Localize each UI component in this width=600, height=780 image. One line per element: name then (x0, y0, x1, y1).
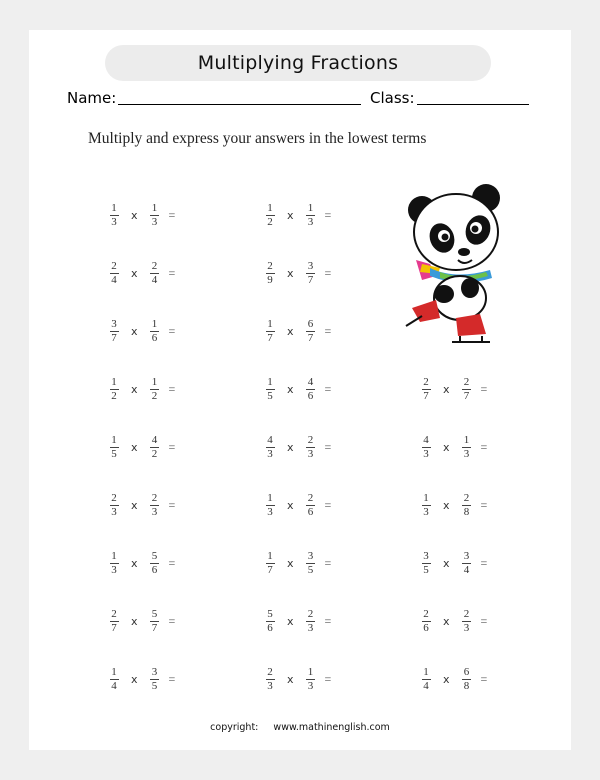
times-sign: x (131, 324, 138, 338)
times-sign: x (131, 614, 138, 628)
instructions: Multiply and express your answers in the lowest terms (88, 130, 427, 147)
times-sign: x (287, 614, 294, 628)
denominator: 7 (267, 331, 273, 344)
numerator: 2 (267, 665, 273, 678)
fraction-b (305, 377, 317, 402)
fraction-a (264, 377, 276, 402)
denominator: 3 (307, 447, 314, 460)
numerator: 2 (307, 433, 314, 446)
denominator: 5 (151, 679, 158, 692)
fraction-b (149, 609, 161, 634)
denominator: 3 (307, 621, 314, 634)
fraction-b (149, 551, 161, 576)
denominator: 6 (151, 331, 158, 344)
multiplication-problem (264, 376, 331, 402)
numerator: 3 (151, 665, 158, 678)
numerator: 1 (267, 317, 273, 330)
fraction-a (108, 377, 120, 402)
fraction-a (264, 551, 276, 576)
numerator: 1 (267, 491, 273, 504)
times-sign: x (287, 498, 294, 512)
denominator: 3 (111, 505, 117, 518)
multiplication-problem (264, 608, 331, 634)
denominator: 7 (267, 563, 273, 576)
numerator: 3 (111, 317, 117, 330)
denominator: 2 (267, 215, 273, 228)
times-sign: x (287, 556, 294, 570)
times-sign: x (131, 266, 138, 280)
fraction-b (461, 609, 473, 634)
numerator: 1 (111, 665, 117, 678)
multiplication-problem (108, 550, 175, 576)
numerator: 3 (307, 549, 314, 562)
fraction-a (108, 493, 120, 518)
denominator: 8 (463, 505, 470, 518)
denominator: 6 (151, 563, 158, 576)
numerator: 2 (151, 259, 158, 272)
equals-sign: = (480, 671, 488, 686)
denominator: 2 (151, 389, 158, 402)
fraction-a (420, 609, 432, 634)
equals-sign: = (324, 671, 332, 686)
numerator: 1 (267, 201, 273, 214)
numerator: 1 (111, 549, 117, 562)
fraction-a (264, 667, 276, 692)
numerator: 6 (307, 317, 314, 330)
denominator: 3 (307, 215, 314, 228)
times-sign: x (287, 208, 294, 222)
fraction-b (149, 667, 161, 692)
fraction-b (149, 377, 161, 402)
equals-sign: = (168, 207, 176, 222)
numerator: 5 (267, 607, 273, 620)
denominator: 3 (151, 505, 158, 518)
numerator: 2 (307, 491, 314, 504)
fraction-a (108, 551, 120, 576)
fraction-a (420, 435, 432, 460)
multiplication-problem (264, 202, 331, 228)
numerator: 1 (111, 375, 117, 388)
fraction-b (461, 377, 473, 402)
fraction-a (420, 667, 432, 692)
equals-sign: = (480, 439, 488, 454)
fraction-a (108, 609, 120, 634)
numerator: 5 (151, 607, 158, 620)
multiplication-problem (264, 260, 331, 286)
multiplication-problem (420, 666, 487, 692)
equals-sign: = (168, 497, 176, 512)
multiplication-problem (264, 666, 331, 692)
copyright-label: copyright: (210, 722, 259, 733)
fraction-b (305, 435, 317, 460)
times-sign: x (443, 440, 450, 454)
denominator: 3 (423, 447, 429, 460)
numerator: 1 (307, 665, 314, 678)
fraction-a (264, 609, 276, 634)
numerator: 2 (463, 491, 470, 504)
fraction-a (108, 261, 120, 286)
numerator: 1 (267, 549, 273, 562)
fraction-a (264, 261, 276, 286)
multiplication-problem (420, 550, 487, 576)
times-sign: x (287, 382, 294, 396)
denominator: 4 (463, 563, 470, 576)
site-link[interactable]: www.mathinenglish.com (273, 722, 390, 733)
times-sign: x (131, 672, 138, 686)
denominator: 2 (151, 447, 158, 460)
denominator: 6 (423, 621, 429, 634)
numerator: 1 (151, 201, 158, 214)
multiplication-problem (264, 434, 331, 460)
multiplication-problem (108, 376, 175, 402)
denominator: 3 (111, 563, 117, 576)
times-sign: x (443, 556, 450, 570)
equals-sign: = (324, 323, 332, 338)
times-sign: x (131, 382, 138, 396)
multiplication-problem (420, 434, 487, 460)
times-sign: x (131, 498, 138, 512)
fraction-b (305, 261, 317, 286)
times-sign: x (287, 266, 294, 280)
times-sign: x (287, 324, 294, 338)
equals-sign: = (480, 555, 488, 570)
fraction-a (420, 551, 432, 576)
fraction-b (461, 667, 473, 692)
denominator: 5 (307, 563, 314, 576)
denominator: 3 (307, 679, 314, 692)
fraction-b (149, 493, 161, 518)
denominator: 4 (111, 273, 117, 286)
numerator: 2 (463, 375, 470, 388)
denominator: 5 (111, 447, 117, 460)
multiplication-problem (108, 202, 175, 228)
multiplication-problem (108, 492, 175, 518)
denominator: 7 (151, 621, 158, 634)
times-sign: x (443, 672, 450, 686)
multiplication-problem (108, 260, 175, 286)
denominator: 7 (111, 331, 117, 344)
numerator: 2 (111, 491, 117, 504)
denominator: 3 (151, 215, 158, 228)
equals-sign: = (168, 671, 176, 686)
multiplication-problem (264, 550, 331, 576)
equals-sign: = (480, 497, 488, 512)
equals-sign: = (324, 439, 332, 454)
fraction-b (149, 261, 161, 286)
equals-sign: = (168, 613, 176, 628)
times-sign: x (287, 672, 294, 686)
denominator: 3 (423, 505, 429, 518)
numerator: 1 (111, 201, 117, 214)
fraction-b (149, 203, 161, 228)
numerator: 4 (151, 433, 158, 446)
equals-sign: = (324, 381, 332, 396)
equals-sign: = (168, 381, 176, 396)
denominator: 2 (111, 389, 117, 402)
denominator: 7 (307, 273, 314, 286)
denominator: 3 (463, 447, 470, 460)
panda-skater-image (400, 180, 510, 350)
fraction-b (305, 609, 317, 634)
fraction-a (420, 493, 432, 518)
numerator: 2 (111, 607, 117, 620)
multiplication-problem (264, 318, 331, 344)
numerator: 3 (463, 549, 470, 562)
numerator: 1 (307, 201, 314, 214)
numerator: 1 (423, 665, 429, 678)
fraction-b (461, 551, 473, 576)
multiplication-problem (420, 376, 487, 402)
numerator: 2 (307, 607, 314, 620)
fraction-b (461, 435, 473, 460)
equals-sign: = (168, 323, 176, 338)
equals-sign: = (480, 381, 488, 396)
denominator: 3 (267, 505, 273, 518)
equals-sign: = (480, 613, 488, 628)
denominator: 7 (307, 331, 314, 344)
name-label: Name: (67, 89, 117, 107)
fraction-b (305, 319, 317, 344)
multiplication-problem (420, 608, 487, 634)
numerator: 2 (463, 607, 470, 620)
numerator: 3 (423, 549, 429, 562)
numerator: 2 (423, 607, 429, 620)
fraction-b (305, 203, 317, 228)
fraction-a (264, 319, 276, 344)
multiplication-problem (108, 434, 175, 460)
numerator: 2 (151, 491, 158, 504)
denominator: 7 (463, 389, 470, 402)
times-sign: x (131, 208, 138, 222)
denominator: 3 (267, 447, 273, 460)
denominator: 6 (307, 389, 314, 402)
fraction-b (305, 493, 317, 518)
equals-sign: = (324, 555, 332, 570)
times-sign: x (443, 382, 450, 396)
numerator: 1 (111, 433, 117, 446)
equals-sign: = (324, 265, 332, 280)
times-sign: x (443, 498, 450, 512)
multiplication-problem (108, 608, 175, 634)
times-sign: x (131, 440, 138, 454)
numerator: 2 (423, 375, 429, 388)
numerator: 4 (307, 375, 314, 388)
times-sign: x (443, 614, 450, 628)
fraction-a (264, 435, 276, 460)
name-line[interactable] (118, 104, 361, 105)
numerator: 3 (307, 259, 314, 272)
denominator: 4 (111, 679, 117, 692)
equals-sign: = (324, 207, 332, 222)
fraction-b (149, 435, 161, 460)
numerator: 4 (423, 433, 429, 446)
numerator: 5 (151, 549, 158, 562)
denominator: 6 (267, 621, 273, 634)
denominator: 5 (423, 563, 429, 576)
denominator: 7 (111, 621, 117, 634)
denominator: 3 (267, 679, 273, 692)
denominator: 9 (267, 273, 273, 286)
worksheet-title: Multiplying Fractions (105, 45, 491, 81)
multiplication-problem (108, 666, 175, 692)
numerator: 2 (111, 259, 117, 272)
denominator: 3 (111, 215, 117, 228)
equals-sign: = (168, 555, 176, 570)
footer (0, 722, 600, 733)
fraction-a (264, 203, 276, 228)
times-sign: x (287, 440, 294, 454)
numerator: 1 (151, 317, 158, 330)
denominator: 7 (423, 389, 429, 402)
class-label: Class: (370, 89, 415, 107)
numerator: 1 (423, 491, 429, 504)
class-line[interactable] (417, 104, 529, 105)
fraction-a (108, 319, 120, 344)
fraction-a (108, 435, 120, 460)
fraction-b (149, 319, 161, 344)
fraction-a (420, 377, 432, 402)
equals-sign: = (168, 265, 176, 280)
fraction-a (264, 493, 276, 518)
denominator: 3 (463, 621, 470, 634)
denominator: 6 (307, 505, 314, 518)
fraction-a (108, 667, 120, 692)
numerator: 1 (463, 433, 470, 446)
multiplication-problem (108, 318, 175, 344)
fraction-b (305, 551, 317, 576)
denominator: 4 (151, 273, 158, 286)
numerator: 6 (463, 665, 470, 678)
fraction-b (461, 493, 473, 518)
numerator: 4 (267, 433, 273, 446)
multiplication-problem (264, 492, 331, 518)
multiplication-problem (420, 492, 487, 518)
equals-sign: = (324, 497, 332, 512)
times-sign: x (131, 556, 138, 570)
denominator: 4 (423, 679, 429, 692)
numerator: 2 (267, 259, 273, 272)
numerator: 1 (151, 375, 158, 388)
numerator: 1 (267, 375, 273, 388)
fraction-a (108, 203, 120, 228)
denominator: 5 (267, 389, 273, 402)
equals-sign: = (324, 613, 332, 628)
equals-sign: = (168, 439, 176, 454)
denominator: 8 (463, 679, 470, 692)
fraction-b (305, 667, 317, 692)
